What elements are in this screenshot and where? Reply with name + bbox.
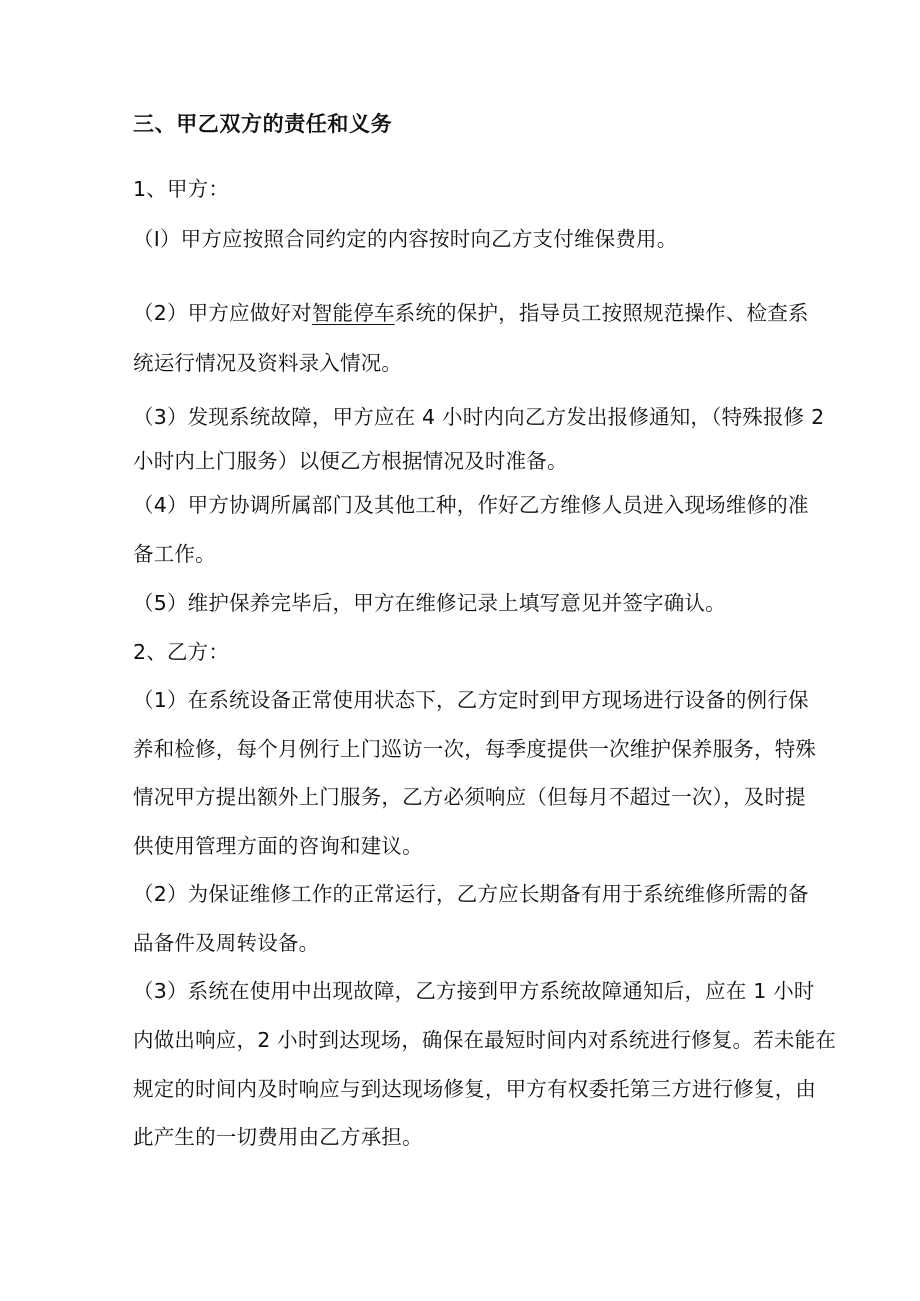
party-b-item-3-line-2: 内做出响应，2 小时到达现场，确保在最短时间内对系统进行修复。若未能在 <box>133 1028 837 1052</box>
party-b-item-3-line-1: （3）系统在使用中出现故障，乙方接到甲方系统故障通知后，应在 1 小时 <box>133 979 815 1003</box>
section-title: 三、甲乙双方的责任和义务 <box>133 112 393 136</box>
party-b-item-1-line-2: 养和检修，每个月例行上门巡访一次，每季度提供一次维护保养服务，特殊 <box>133 737 817 761</box>
party-b-item-3-line-3: 规定的时间内及时响应与到达现场修复，甲方有权委托第三方进行修复，由 <box>133 1077 817 1101</box>
party-a-item-2-line-2: 统运行情况及资料录入情况。 <box>133 351 403 375</box>
party-a-item-4-line-1: （4）甲方协调所属部门及其他工种，作好乙方维修人员进入现场维修的准 <box>133 493 809 517</box>
party-a-label: 1、甲方： <box>133 177 230 201</box>
party-b-item-2-line-1: （2）为保证维修工作的正常运行，乙方应长期备有用于系统维修所需的备 <box>133 882 809 906</box>
party-b-item-1-line-1: （1）在系统设备正常使用状态下，乙方定时到甲方现场进行设备的例行保 <box>133 688 809 712</box>
party-a-item-1: （I）甲方应按照合同约定的内容按时向乙方支付维保费用。 <box>133 227 678 251</box>
party-a-item-2-line-1 <box>133 299 809 327</box>
party-b-item-2-line-2: 品备件及周转设备。 <box>133 931 320 955</box>
party-a-item-2-suffix: 系统的保护，指导员工按照规范操作、检查系 <box>394 301 809 325</box>
party-a-item-4-line-2: 备工作。 <box>133 542 216 566</box>
party-b-item-1-line-4: 供使用管理方面的咨询和建议。 <box>133 834 423 858</box>
party-a-item-2-prefix: （2）甲方应做好对 <box>133 301 312 325</box>
party-a-item-5: （5）维护保养完毕后，甲方在维修记录上填写意见并签字确认。 <box>133 591 726 615</box>
party-a-item-3-line-1: （3）发现系统故障，甲方应在 4 小时内向乙方发出报修通知，（特殊报修 2 <box>133 405 825 429</box>
party-b-item-3-line-4: 此产生的一切费用由乙方承担。 <box>133 1125 423 1149</box>
party-a-item-3-line-2: 小时内上门服务）以便乙方根据情况及时准备。 <box>133 449 568 473</box>
party-a-item-2-underlined-term: 智能停车 <box>311 301 395 325</box>
party-b-item-1-line-3: 情况甲方提出额外上门服务，乙方必须响应（但每月不超过一次），及时提 <box>133 785 806 809</box>
party-b-label: 2、乙方： <box>133 640 230 664</box>
